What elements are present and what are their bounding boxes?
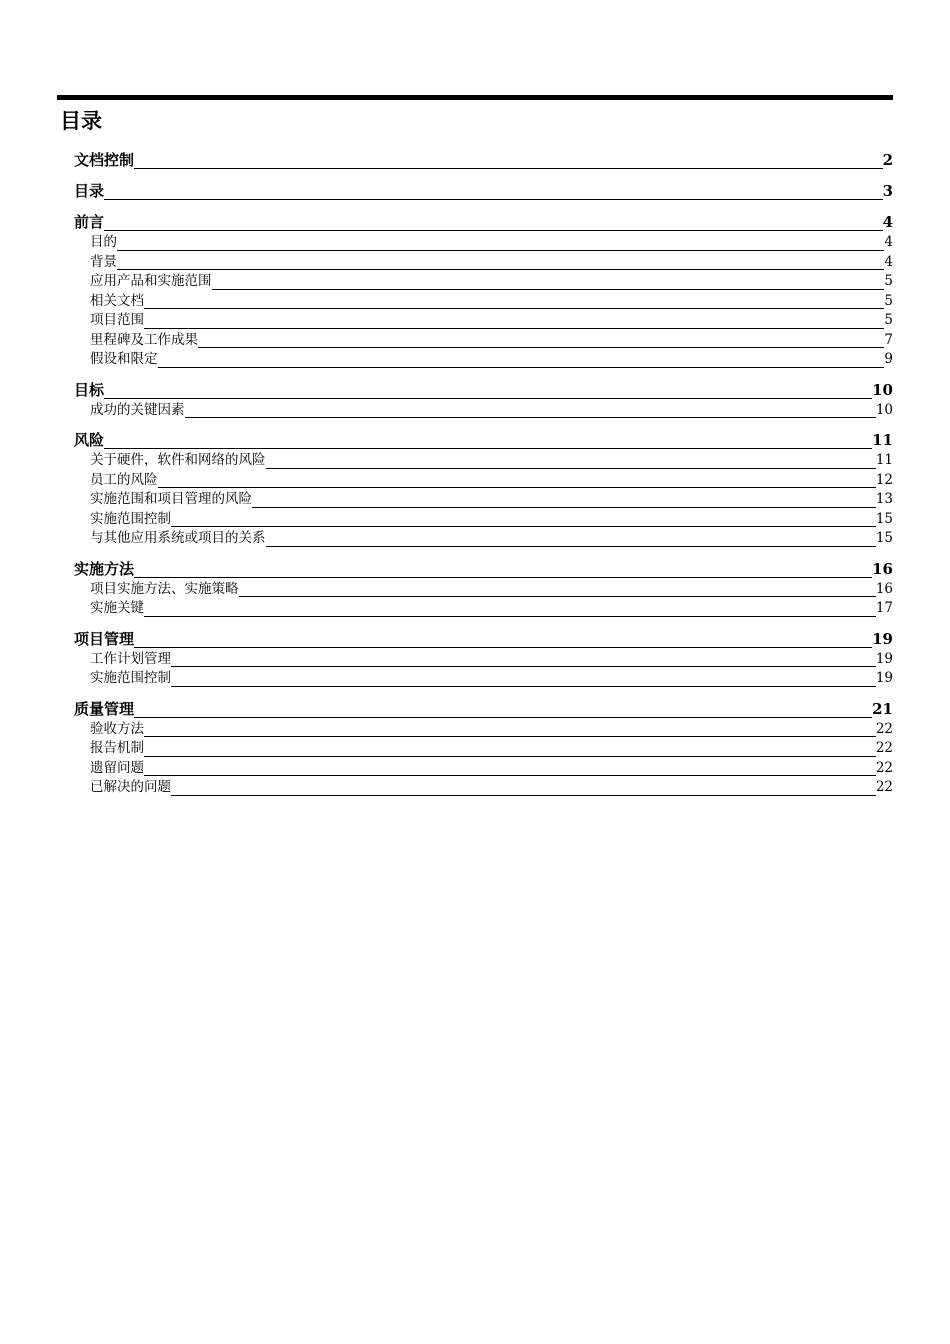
toc-subentry[interactable] (74, 599, 893, 619)
toc-subentry[interactable] (74, 331, 893, 351)
toc-subentry[interactable] (74, 401, 893, 421)
toc-page-number: 16 (872, 559, 893, 578)
toc-page-number: 3 (882, 182, 893, 200)
toc-section (74, 629, 893, 689)
toc-page-number: 9 (884, 351, 893, 367)
toc-heading-entry[interactable] (74, 212, 893, 233)
toc-page-number: 22 (875, 779, 893, 795)
toc-page-number: 22 (875, 759, 893, 776)
toc-page-number: 10 (872, 380, 893, 399)
toc-page-number: 11 (872, 431, 893, 449)
toc-leader-line (134, 577, 872, 578)
toc-subentry[interactable] (74, 529, 893, 549)
toc-leader-line (171, 795, 876, 796)
toc-entry-label: 目的 (90, 234, 117, 250)
toc-entry-label: 关于硬件，软件和网络的风险 (90, 452, 266, 468)
toc-page-number: 17 (875, 600, 893, 616)
toc-section (74, 430, 893, 549)
toc-leader-line (104, 448, 872, 449)
toc-leader-line (134, 717, 872, 718)
toc-page-number: 5 (884, 312, 893, 328)
toc-page-number: 19 (875, 670, 893, 686)
toc-subentry[interactable] (74, 451, 893, 471)
toc-entry-label: 实施范围控制 (90, 510, 171, 527)
toc-page-number: 11 (875, 452, 893, 468)
toc-page-number: 16 (875, 580, 893, 597)
toc-subentry[interactable] (74, 292, 893, 312)
toc-subentry[interactable] (74, 778, 893, 798)
page-title: 目录 (60, 109, 102, 133)
toc-page-number: 4 (882, 213, 893, 231)
toc-subentry[interactable] (74, 720, 893, 740)
toc-heading-entry[interactable] (74, 150, 893, 171)
toc-entry-label: 文档控制 (74, 151, 135, 169)
toc-page-number: 2 (882, 151, 893, 169)
toc-section (74, 699, 893, 798)
toc-leader-line (198, 347, 884, 348)
toc-page-number: 10 (875, 401, 893, 418)
toc-subentry[interactable] (74, 311, 893, 331)
toc-page-number: 5 (884, 273, 893, 289)
toc-leader-line (134, 168, 883, 169)
toc-subentry[interactable] (74, 669, 893, 689)
toc-leader-line (171, 666, 876, 667)
toc-entry-label: 相关文档 (90, 292, 144, 309)
toc-entry-label: 背景 (90, 253, 117, 270)
toc-page-number: 15 (875, 530, 893, 546)
toc-subentry[interactable] (74, 471, 893, 491)
toc-leader-line (266, 546, 876, 547)
toc-entry-label: 员工的风险 (90, 471, 158, 488)
toc-heading-entry[interactable] (74, 380, 893, 401)
toc-entry-label: 成功的关键因素 (90, 401, 185, 418)
toc-subentry[interactable] (74, 253, 893, 273)
toc-entry-label: 前言 (74, 213, 105, 231)
toc-entry-label: 项目范围 (90, 312, 144, 328)
toc-leader-line (239, 596, 876, 597)
toc-section (74, 212, 893, 370)
toc-entry-label: 项目实施方法、实施策略 (90, 580, 239, 597)
toc-leader-line (104, 199, 883, 200)
toc-entry-label: 与其他应用系统或项目的关系 (90, 530, 266, 546)
toc-page-number: 19 (875, 650, 893, 667)
top-rule (57, 95, 893, 100)
toc-leader-line (158, 487, 876, 488)
toc-leader-line (171, 526, 876, 527)
toc-leader-line (144, 775, 876, 776)
toc-entry-label: 遗留问题 (90, 759, 144, 776)
toc-leader-line (144, 736, 876, 737)
toc-heading-entry[interactable] (74, 629, 893, 650)
toc-entry-label: 验收方法 (90, 720, 144, 737)
toc-subentry[interactable] (74, 350, 893, 370)
toc-entry-label: 实施范围控制 (90, 670, 171, 686)
toc-leader-line (104, 398, 872, 399)
toc-entry-label: 假设和限定 (90, 351, 158, 367)
toc-entry-label: 里程碑及工作成果 (90, 331, 198, 348)
toc-entry-label: 项目管理 (74, 629, 135, 648)
toc-subentry[interactable] (74, 580, 893, 600)
toc-subentry[interactable] (74, 233, 893, 253)
toc-leader-line (158, 367, 885, 368)
toc-heading-entry[interactable] (74, 699, 893, 720)
toc-leader-line (266, 468, 876, 469)
toc-section (74, 181, 893, 202)
toc-leader-line (252, 507, 876, 508)
toc-page-number: 4 (884, 234, 893, 250)
toc-heading-entry[interactable] (74, 430, 893, 451)
toc-heading-entry[interactable] (74, 559, 893, 580)
toc-subentry[interactable] (74, 739, 893, 759)
toc-page-number: 19 (872, 629, 893, 648)
toc-page-number: 5 (884, 292, 893, 309)
toc-entry-label: 目录 (74, 182, 105, 200)
toc-subentry[interactable] (74, 759, 893, 779)
toc-page-number: 12 (875, 471, 893, 488)
toc-leader-line (144, 756, 876, 757)
toc-leader-line (212, 289, 885, 290)
toc-section (74, 559, 893, 619)
toc-leader-line (117, 250, 884, 251)
toc-leader-line (144, 308, 884, 309)
toc-leader-line (144, 328, 884, 329)
toc-entry-label: 风险 (74, 431, 105, 449)
toc-entry-label: 质量管理 (74, 699, 135, 718)
toc-section (74, 380, 893, 421)
toc-leader-line (171, 686, 876, 687)
toc-subentry[interactable] (74, 490, 893, 510)
toc-page-number: 15 (875, 510, 893, 527)
toc-page-number: 13 (875, 491, 893, 507)
toc-leader-line (104, 230, 883, 231)
toc-entry-label: 已解决的问题 (90, 779, 171, 795)
toc-subentry[interactable] (74, 650, 893, 670)
toc-entry-label: 实施关键 (90, 600, 144, 616)
toc-entry-label: 工作计划管理 (90, 650, 171, 667)
toc-subentry[interactable] (74, 510, 893, 530)
toc-leader-line (134, 647, 872, 648)
toc-leader-line (144, 616, 876, 617)
toc-page-number: 21 (872, 699, 893, 718)
toc-page-number: 22 (875, 720, 893, 737)
toc-leader-line (117, 269, 884, 270)
toc-entry-label: 目标 (74, 380, 105, 399)
table-of-contents (74, 150, 893, 808)
toc-entry-label: 实施范围和项目管理的风险 (90, 491, 252, 507)
toc-section (74, 150, 893, 171)
toc-leader-line (185, 417, 876, 418)
toc-page-number: 4 (884, 253, 893, 270)
toc-heading-entry[interactable] (74, 181, 893, 202)
toc-page-number: 7 (884, 331, 893, 348)
toc-page-number: 22 (875, 740, 893, 756)
toc-entry-label: 应用产品和实施范围 (90, 273, 212, 289)
toc-entry-label: 报告机制 (90, 740, 144, 756)
toc-subentry[interactable] (74, 272, 893, 292)
toc-entry-label: 实施方法 (74, 559, 135, 578)
